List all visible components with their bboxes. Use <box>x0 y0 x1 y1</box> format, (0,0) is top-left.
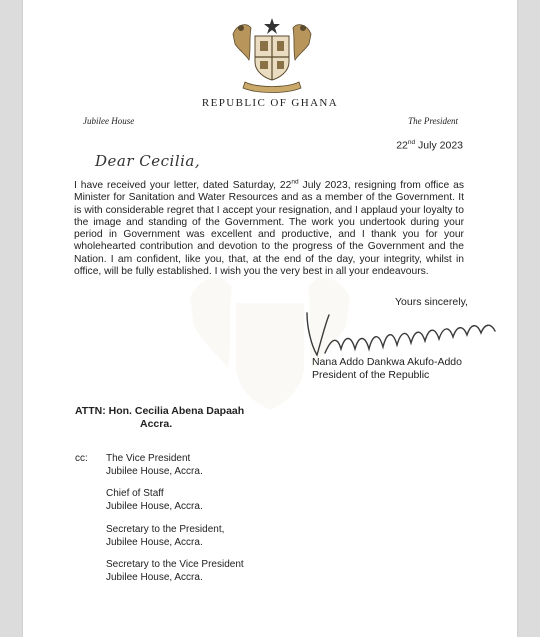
coat-of-arms-icon <box>227 14 317 94</box>
country-heading: REPUBLIC OF GHANA <box>201 97 339 109</box>
letterhead-left-tag: Jubilee House <box>83 116 135 126</box>
cc-entry <box>106 453 203 478</box>
cc-entry-title: Secretary to the Vice President <box>106 559 244 570</box>
cc-entry <box>106 559 244 584</box>
cc-entry-address: Jubilee House, Accra. <box>106 500 203 512</box>
attention-block <box>75 405 244 431</box>
cc-entry-title: The Vice President <box>106 453 191 464</box>
cc-entry <box>106 488 203 513</box>
signatory-title: President of the Republic <box>311 369 430 381</box>
cc-entry-address: Jubilee House, Accra. <box>106 465 203 477</box>
closing: Yours sincerely, <box>395 296 468 308</box>
letterhead-right-tag: The President <box>408 116 458 126</box>
cc-entry-address: Jubilee House, Accra. <box>106 571 203 583</box>
signatory-name: Nana Addo Dankwa Akufo-Addo <box>311 356 462 368</box>
letter-body: I have received your letter, dated Saturday, 22nd July 2023, resigning from office as Minister for Sanitation and Water Resources and as a member of the Government. It is with considerable regret that I accept your resignation, and I applaud your loyalty to the image and standing of the Government. The work you undertook during your period in Government was excellent and productive, and I thank you for your wholehearted contribution and devotion to the progress of the Government and the Nation. I am confident, like you, that, at the end of the day, your integrity, whilst in office, will be fully established. I wish you the very best in all your endeavours. <box>74 178 464 278</box>
cc-entry <box>106 524 224 549</box>
signatory-block <box>312 356 462 382</box>
cc-entry-title: Chief of Staff <box>106 488 164 499</box>
cc-entry-address: Jubilee House, Accra. <box>106 536 203 548</box>
letter-date: 22nd July 2023 <box>396 139 463 152</box>
salutation: Dear Cecilia, <box>95 152 201 170</box>
attention-address: Accra. <box>140 418 173 430</box>
attention-recipient: ATTN: Hon. Cecilia Abena Dapaah <box>75 405 245 417</box>
cc-label: cc: <box>75 453 88 464</box>
cc-entry-title: Secretary to the President, <box>106 524 225 535</box>
